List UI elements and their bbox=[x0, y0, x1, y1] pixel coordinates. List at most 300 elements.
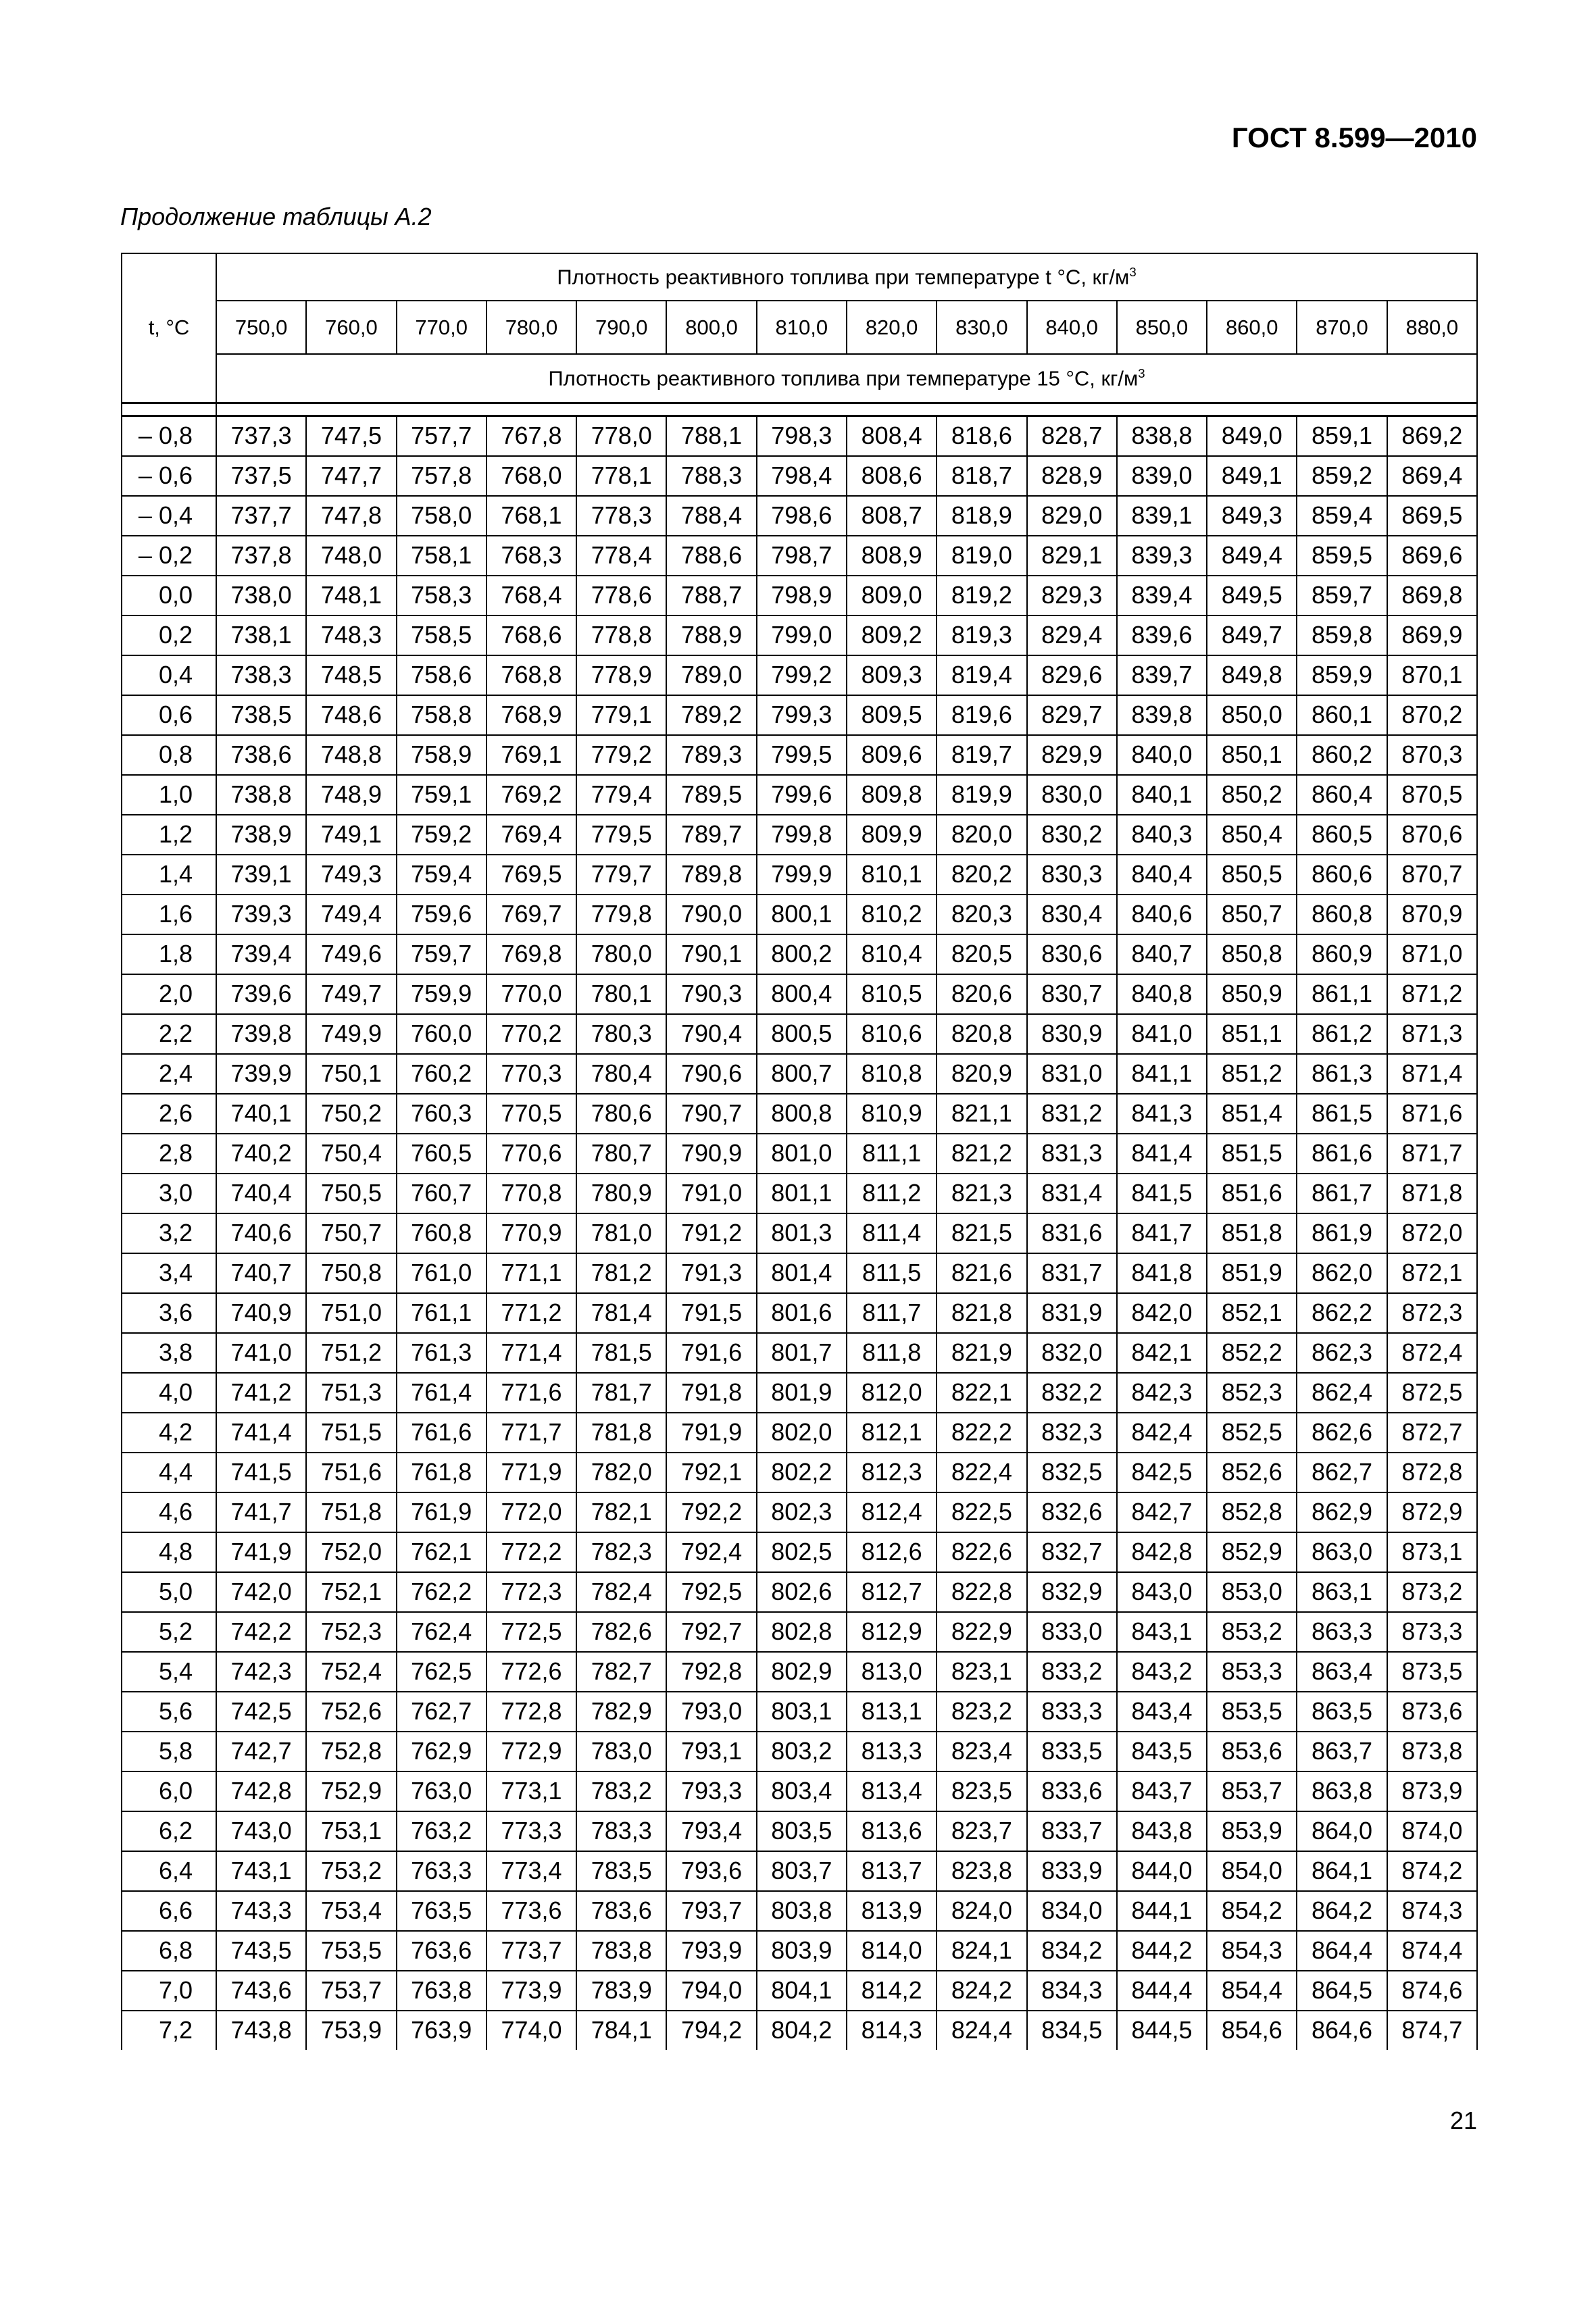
density-cell: 740,6 bbox=[216, 1213, 306, 1253]
density-cell: 770,6 bbox=[487, 1134, 576, 1174]
density-cell: 783,3 bbox=[576, 1811, 666, 1851]
density-cell: 863,1 bbox=[1297, 1572, 1387, 1612]
density-cell: 749,3 bbox=[306, 855, 396, 895]
density-cell: 854,0 bbox=[1207, 1851, 1297, 1891]
density-cell: 811,1 bbox=[847, 1134, 937, 1174]
sub-header-text: Плотность реактивного топлива при температуре 15 °C, кг/м bbox=[548, 366, 1139, 390]
density-cell: 780,6 bbox=[576, 1094, 666, 1134]
density-cell: 739,1 bbox=[216, 855, 306, 895]
density-cell: 753,4 bbox=[306, 1891, 396, 1931]
density-cell: 788,6 bbox=[666, 536, 756, 576]
density-cell: 770,9 bbox=[487, 1213, 576, 1253]
density-cell: 853,5 bbox=[1207, 1692, 1297, 1732]
density-cell: 840,6 bbox=[1117, 895, 1207, 934]
density-cell: 751,2 bbox=[306, 1333, 396, 1373]
density-cell: 800,4 bbox=[757, 974, 847, 1014]
density-cell: 862,2 bbox=[1297, 1293, 1387, 1333]
density-cell: 823,7 bbox=[937, 1811, 1026, 1851]
density-cell: 842,8 bbox=[1117, 1532, 1207, 1572]
density-cell: 769,4 bbox=[487, 815, 576, 855]
density-cell: 803,2 bbox=[757, 1732, 847, 1771]
density-cell: 793,9 bbox=[666, 1931, 756, 1971]
temperature-cell: 4,4 bbox=[122, 1453, 216, 1492]
density-cell: 799,2 bbox=[757, 655, 847, 695]
density-cell: 839,1 bbox=[1117, 496, 1207, 536]
density-cell: 839,8 bbox=[1117, 695, 1207, 735]
density-cell: 819,6 bbox=[937, 695, 1026, 735]
density-cell: 743,0 bbox=[216, 1811, 306, 1851]
table-row bbox=[122, 1532, 1477, 1572]
density-cell: 869,6 bbox=[1387, 536, 1477, 576]
density-cell: 802,6 bbox=[757, 1572, 847, 1612]
density-cell: 768,9 bbox=[487, 695, 576, 735]
density-cell: 800,1 bbox=[757, 895, 847, 934]
density-cell: 860,5 bbox=[1297, 815, 1387, 855]
density-cell: 809,9 bbox=[847, 815, 937, 855]
density-cell: 761,6 bbox=[397, 1413, 487, 1453]
density-cell: 781,7 bbox=[576, 1373, 666, 1413]
density-table bbox=[121, 253, 1478, 2050]
density-cell: 820,8 bbox=[937, 1014, 1026, 1054]
density-cell: 808,4 bbox=[847, 416, 937, 456]
density-cell: 769,7 bbox=[487, 895, 576, 934]
density-cell: 800,7 bbox=[757, 1054, 847, 1094]
density-cell: 822,2 bbox=[937, 1413, 1026, 1453]
table-row bbox=[122, 1692, 1477, 1732]
density-cell: 783,8 bbox=[576, 1931, 666, 1971]
density-cell: 852,1 bbox=[1207, 1293, 1297, 1333]
density-cell: 752,0 bbox=[306, 1532, 396, 1572]
density-cell: 821,2 bbox=[937, 1134, 1026, 1174]
header-row-top bbox=[122, 253, 1477, 301]
density-cell: 742,7 bbox=[216, 1732, 306, 1771]
density-cell: 871,4 bbox=[1387, 1054, 1477, 1094]
density-cell: 874,4 bbox=[1387, 1931, 1477, 1971]
table-row bbox=[122, 2011, 1477, 2050]
table-row bbox=[122, 1931, 1477, 1971]
density-cell: 809,0 bbox=[847, 576, 937, 615]
density-cell: 808,9 bbox=[847, 536, 937, 576]
density-cell: 851,9 bbox=[1207, 1253, 1297, 1293]
density-cell: 737,8 bbox=[216, 536, 306, 576]
density-cell: 813,7 bbox=[847, 1851, 937, 1891]
temperature-cell: 0,2 bbox=[122, 615, 216, 655]
density-cell: 813,9 bbox=[847, 1891, 937, 1931]
density-cell: 873,2 bbox=[1387, 1572, 1477, 1612]
density-cell: 818,6 bbox=[937, 416, 1026, 456]
density-cell: 760,8 bbox=[397, 1213, 487, 1253]
density-cell: 800,5 bbox=[757, 1014, 847, 1054]
density-cell: 748,6 bbox=[306, 695, 396, 735]
density-cell: 819,4 bbox=[937, 655, 1026, 695]
density-cell: 792,5 bbox=[666, 1572, 756, 1612]
temperature-cell: – 0,8 bbox=[122, 416, 216, 456]
density-cell: 779,5 bbox=[576, 815, 666, 855]
density-cell: 859,5 bbox=[1297, 536, 1387, 576]
density-cell: 778,1 bbox=[576, 456, 666, 496]
density-cell: 864,6 bbox=[1297, 2011, 1387, 2050]
density-cell: 864,2 bbox=[1297, 1891, 1387, 1931]
density-cell: 768,8 bbox=[487, 655, 576, 695]
density-cell: 741,2 bbox=[216, 1373, 306, 1413]
t-header-label: t, °C bbox=[148, 316, 190, 340]
density-cell: 792,8 bbox=[666, 1652, 756, 1692]
density-cell: 869,9 bbox=[1387, 615, 1477, 655]
density-cell: 760,2 bbox=[397, 1054, 487, 1094]
density-cell: 862,7 bbox=[1297, 1453, 1387, 1492]
density-cell: 819,2 bbox=[937, 576, 1026, 615]
density-column-header: 760,0 bbox=[306, 301, 396, 354]
table-row bbox=[122, 895, 1477, 934]
density-cell: 778,4 bbox=[576, 536, 666, 576]
density-cell: 750,8 bbox=[306, 1253, 396, 1293]
density-cell: 773,7 bbox=[487, 1931, 576, 1971]
density-cell: 769,8 bbox=[487, 934, 576, 974]
density-cell: 792,7 bbox=[666, 1612, 756, 1652]
density-cell: 752,3 bbox=[306, 1612, 396, 1652]
density-cell: 753,5 bbox=[306, 1931, 396, 1971]
top-header-sup: 3 bbox=[1129, 264, 1137, 279]
density-cell: 748,1 bbox=[306, 576, 396, 615]
density-cell: 809,3 bbox=[847, 655, 937, 695]
density-cell: 844,5 bbox=[1117, 2011, 1207, 2050]
density-cell: 874,7 bbox=[1387, 2011, 1477, 2050]
density-cell: 809,6 bbox=[847, 735, 937, 775]
table-row bbox=[122, 1174, 1477, 1213]
density-cell: 859,4 bbox=[1297, 496, 1387, 536]
table-row bbox=[122, 576, 1477, 615]
density-cell: 751,0 bbox=[306, 1293, 396, 1333]
density-cell: 818,7 bbox=[937, 456, 1026, 496]
density-cell: 802,9 bbox=[757, 1652, 847, 1692]
density-cell: 862,0 bbox=[1297, 1253, 1387, 1293]
density-cell: 778,6 bbox=[576, 576, 666, 615]
density-cell: 770,8 bbox=[487, 1174, 576, 1213]
density-cell: 840,3 bbox=[1117, 815, 1207, 855]
density-cell: 849,4 bbox=[1207, 536, 1297, 576]
density-cell: 821,8 bbox=[937, 1293, 1026, 1333]
density-cell: 757,7 bbox=[397, 416, 487, 456]
density-cell: 824,1 bbox=[937, 1931, 1026, 1971]
density-cell: 758,3 bbox=[397, 576, 487, 615]
density-cell: 783,9 bbox=[576, 1971, 666, 2011]
density-cell: 772,9 bbox=[487, 1732, 576, 1771]
density-cell: 772,5 bbox=[487, 1612, 576, 1652]
table-row bbox=[122, 695, 1477, 735]
density-cell: 851,6 bbox=[1207, 1174, 1297, 1213]
density-cell: 770,0 bbox=[487, 974, 576, 1014]
density-cell: 790,3 bbox=[666, 974, 756, 1014]
density-cell: 773,4 bbox=[487, 1851, 576, 1891]
temperature-cell: 4,2 bbox=[122, 1413, 216, 1453]
density-cell: 849,5 bbox=[1207, 576, 1297, 615]
density-cell: 773,1 bbox=[487, 1771, 576, 1811]
density-cell: 794,2 bbox=[666, 2011, 756, 2050]
density-cell: 798,7 bbox=[757, 536, 847, 576]
density-cell: 823,4 bbox=[937, 1732, 1026, 1771]
temperature-cell: 4,8 bbox=[122, 1532, 216, 1572]
density-cell: 792,1 bbox=[666, 1453, 756, 1492]
density-cell: 829,6 bbox=[1027, 655, 1117, 695]
density-cell: 818,9 bbox=[937, 496, 1026, 536]
density-cell: 860,1 bbox=[1297, 695, 1387, 735]
density-cell: 811,2 bbox=[847, 1174, 937, 1213]
density-cell: 834,2 bbox=[1027, 1931, 1117, 1971]
density-cell: 819,7 bbox=[937, 735, 1026, 775]
density-cell: 801,4 bbox=[757, 1253, 847, 1293]
temperature-cell: 5,2 bbox=[122, 1612, 216, 1652]
density-cell: 813,6 bbox=[847, 1811, 937, 1851]
density-cell: 812,7 bbox=[847, 1572, 937, 1612]
density-cell: 789,7 bbox=[666, 815, 756, 855]
density-cell: 769,5 bbox=[487, 855, 576, 895]
top-header bbox=[216, 253, 1477, 301]
density-cell: 743,8 bbox=[216, 2011, 306, 2050]
density-cell: 849,7 bbox=[1207, 615, 1297, 655]
density-cell: 758,8 bbox=[397, 695, 487, 735]
density-cell: 852,8 bbox=[1207, 1492, 1297, 1532]
density-cell: 802,0 bbox=[757, 1413, 847, 1453]
density-column-header: 790,0 bbox=[576, 301, 666, 354]
density-cell: 863,3 bbox=[1297, 1612, 1387, 1652]
temperature-cell: 3,4 bbox=[122, 1253, 216, 1293]
density-cell: 788,3 bbox=[666, 456, 756, 496]
density-cell: 740,4 bbox=[216, 1174, 306, 1213]
density-cell: 778,0 bbox=[576, 416, 666, 456]
density-cell: 829,9 bbox=[1027, 735, 1117, 775]
density-cell: 780,7 bbox=[576, 1134, 666, 1174]
density-cell: 753,2 bbox=[306, 1851, 396, 1891]
density-cell: 814,0 bbox=[847, 1931, 937, 1971]
density-cell: 873,8 bbox=[1387, 1732, 1477, 1771]
density-cell: 849,8 bbox=[1207, 655, 1297, 695]
density-cell: 851,5 bbox=[1207, 1134, 1297, 1174]
density-cell: 850,4 bbox=[1207, 815, 1297, 855]
density-cell: 819,9 bbox=[937, 775, 1026, 815]
density-cell: 861,1 bbox=[1297, 974, 1387, 1014]
density-cell: 763,8 bbox=[397, 1971, 487, 2011]
density-cell: 864,4 bbox=[1297, 1931, 1387, 1971]
density-cell: 808,6 bbox=[847, 456, 937, 496]
temperature-cell: 6,0 bbox=[122, 1771, 216, 1811]
temperature-cell: 0,0 bbox=[122, 576, 216, 615]
density-cell: 784,1 bbox=[576, 2011, 666, 2050]
density-cell: 768,0 bbox=[487, 456, 576, 496]
temperature-cell: 5,6 bbox=[122, 1692, 216, 1732]
t-column-header bbox=[122, 253, 216, 403]
density-cell: 773,6 bbox=[487, 1891, 576, 1931]
density-cell: 872,9 bbox=[1387, 1492, 1477, 1532]
density-cell: 853,9 bbox=[1207, 1811, 1297, 1851]
density-cell: 791,6 bbox=[666, 1333, 756, 1373]
density-cell: 874,3 bbox=[1387, 1891, 1477, 1931]
density-cell: 770,3 bbox=[487, 1054, 576, 1094]
density-cell: 742,8 bbox=[216, 1771, 306, 1811]
density-cell: 830,9 bbox=[1027, 1014, 1117, 1054]
density-cell: 790,1 bbox=[666, 934, 756, 974]
density-cell: 780,0 bbox=[576, 934, 666, 974]
density-cell: 778,3 bbox=[576, 496, 666, 536]
density-cell: 740,9 bbox=[216, 1293, 306, 1333]
density-cell: 829,4 bbox=[1027, 615, 1117, 655]
table-row bbox=[122, 1253, 1477, 1293]
density-cell: 737,5 bbox=[216, 456, 306, 496]
table-row bbox=[122, 1771, 1477, 1811]
table-row bbox=[122, 1134, 1477, 1174]
temperature-cell: 3,2 bbox=[122, 1213, 216, 1253]
density-cell: 812,6 bbox=[847, 1532, 937, 1572]
density-cell: 739,3 bbox=[216, 895, 306, 934]
density-cell: 832,7 bbox=[1027, 1532, 1117, 1572]
temperature-cell: 1,0 bbox=[122, 775, 216, 815]
density-cell: 824,4 bbox=[937, 2011, 1026, 2050]
density-cell: 813,1 bbox=[847, 1692, 937, 1732]
table-row bbox=[122, 1652, 1477, 1692]
density-cell: 869,8 bbox=[1387, 576, 1477, 615]
density-cell: 840,4 bbox=[1117, 855, 1207, 895]
density-cell: 810,8 bbox=[847, 1054, 937, 1094]
density-cell: 828,7 bbox=[1027, 416, 1117, 456]
density-cell: 759,1 bbox=[397, 775, 487, 815]
table-row bbox=[122, 1413, 1477, 1453]
density-cell: 869,5 bbox=[1387, 496, 1477, 536]
density-cell: 823,2 bbox=[937, 1692, 1026, 1732]
density-cell: 814,2 bbox=[847, 1971, 937, 2011]
table-row bbox=[122, 536, 1477, 576]
density-cell: 769,2 bbox=[487, 775, 576, 815]
density-cell: 853,7 bbox=[1207, 1771, 1297, 1811]
density-cell: 843,8 bbox=[1117, 1811, 1207, 1851]
temperature-cell: 4,0 bbox=[122, 1373, 216, 1413]
density-cell: 852,3 bbox=[1207, 1373, 1297, 1413]
density-cell: 759,2 bbox=[397, 815, 487, 855]
density-cell: 864,0 bbox=[1297, 1811, 1387, 1851]
density-cell: 761,1 bbox=[397, 1293, 487, 1333]
density-cell: 829,7 bbox=[1027, 695, 1117, 735]
density-cell: 820,3 bbox=[937, 895, 1026, 934]
density-cell: 749,7 bbox=[306, 974, 396, 1014]
density-cell: 831,2 bbox=[1027, 1094, 1117, 1134]
density-cell: 802,3 bbox=[757, 1492, 847, 1532]
density-cell: 810,1 bbox=[847, 855, 937, 895]
density-cell: 751,8 bbox=[306, 1492, 396, 1532]
density-cell: 851,8 bbox=[1207, 1213, 1297, 1253]
density-cell: 839,3 bbox=[1117, 536, 1207, 576]
temperature-cell: 5,4 bbox=[122, 1652, 216, 1692]
density-cell: 738,9 bbox=[216, 815, 306, 855]
density-cell: 773,3 bbox=[487, 1811, 576, 1851]
density-cell: 772,6 bbox=[487, 1652, 576, 1692]
density-cell: 788,9 bbox=[666, 615, 756, 655]
density-cell: 841,8 bbox=[1117, 1253, 1207, 1293]
density-cell: 831,7 bbox=[1027, 1253, 1117, 1293]
density-cell: 840,8 bbox=[1117, 974, 1207, 1014]
density-cell: 850,7 bbox=[1207, 895, 1297, 934]
density-cell: 849,3 bbox=[1207, 496, 1297, 536]
density-cell: 743,1 bbox=[216, 1851, 306, 1891]
density-cell: 771,7 bbox=[487, 1413, 576, 1453]
density-cell: 763,0 bbox=[397, 1771, 487, 1811]
density-cell: 822,1 bbox=[937, 1373, 1026, 1413]
density-cell: 852,2 bbox=[1207, 1333, 1297, 1373]
sub-header bbox=[216, 354, 1477, 403]
density-cell: 763,2 bbox=[397, 1811, 487, 1851]
density-cell: 783,5 bbox=[576, 1851, 666, 1891]
density-cell: 843,2 bbox=[1117, 1652, 1207, 1692]
density-cell: 863,7 bbox=[1297, 1732, 1387, 1771]
density-cell: 841,7 bbox=[1117, 1213, 1207, 1253]
density-cell: 799,9 bbox=[757, 855, 847, 895]
density-cell: 822,5 bbox=[937, 1492, 1026, 1532]
density-cell: 772,3 bbox=[487, 1572, 576, 1612]
density-cell: 753,7 bbox=[306, 1971, 396, 2011]
density-cell: 810,6 bbox=[847, 1014, 937, 1054]
density-cell: 851,2 bbox=[1207, 1054, 1297, 1094]
density-cell: 871,3 bbox=[1387, 1014, 1477, 1054]
density-cell: 833,0 bbox=[1027, 1612, 1117, 1652]
density-cell: 873,1 bbox=[1387, 1532, 1477, 1572]
density-cell: 861,9 bbox=[1297, 1213, 1387, 1253]
density-cell: 790,4 bbox=[666, 1014, 756, 1054]
density-column-header: 800,0 bbox=[666, 301, 756, 354]
density-cell: 750,1 bbox=[306, 1054, 396, 1094]
density-cell: 863,5 bbox=[1297, 1692, 1387, 1732]
density-cell: 804,2 bbox=[757, 2011, 847, 2050]
density-cell: 741,7 bbox=[216, 1492, 306, 1532]
density-cell: 832,9 bbox=[1027, 1572, 1117, 1612]
density-cell: 854,4 bbox=[1207, 1971, 1297, 2011]
density-cell: 820,9 bbox=[937, 1054, 1026, 1094]
density-cell: 779,8 bbox=[576, 895, 666, 934]
density-cell: 800,8 bbox=[757, 1094, 847, 1134]
temperature-cell: 6,6 bbox=[122, 1891, 216, 1931]
sub-header-sup: 3 bbox=[1138, 366, 1145, 380]
density-cell: 753,9 bbox=[306, 2011, 396, 2050]
density-cell: 872,4 bbox=[1387, 1333, 1477, 1373]
table-row bbox=[122, 416, 1477, 456]
density-cell: 799,5 bbox=[757, 735, 847, 775]
density-cell: 862,9 bbox=[1297, 1492, 1387, 1532]
density-cell: 811,7 bbox=[847, 1293, 937, 1333]
temperature-cell: 1,4 bbox=[122, 855, 216, 895]
density-cell: 871,7 bbox=[1387, 1134, 1477, 1174]
table-row bbox=[122, 1572, 1477, 1612]
density-cell: 852,5 bbox=[1207, 1413, 1297, 1453]
density-cell: 752,1 bbox=[306, 1572, 396, 1612]
density-cell: 791,3 bbox=[666, 1253, 756, 1293]
density-cell: 873,9 bbox=[1387, 1771, 1477, 1811]
density-cell: 780,4 bbox=[576, 1054, 666, 1094]
density-cell: 830,7 bbox=[1027, 974, 1117, 1014]
density-cell: 803,4 bbox=[757, 1771, 847, 1811]
table-row bbox=[122, 1732, 1477, 1771]
density-cell: 822,9 bbox=[937, 1612, 1026, 1652]
table-row bbox=[122, 456, 1477, 496]
density-cell: 739,8 bbox=[216, 1014, 306, 1054]
density-cell: 742,3 bbox=[216, 1652, 306, 1692]
density-cell: 850,1 bbox=[1207, 735, 1297, 775]
density-cell: 778,8 bbox=[576, 615, 666, 655]
density-cell: 760,0 bbox=[397, 1014, 487, 1054]
density-cell: 750,4 bbox=[306, 1134, 396, 1174]
density-cell: 823,1 bbox=[937, 1652, 1026, 1692]
density-cell: 782,0 bbox=[576, 1453, 666, 1492]
density-cell: 831,6 bbox=[1027, 1213, 1117, 1253]
density-cell: 852,9 bbox=[1207, 1532, 1297, 1572]
density-cell: 782,1 bbox=[576, 1492, 666, 1532]
density-cell: 791,2 bbox=[666, 1213, 756, 1253]
density-cell: 762,2 bbox=[397, 1572, 487, 1612]
